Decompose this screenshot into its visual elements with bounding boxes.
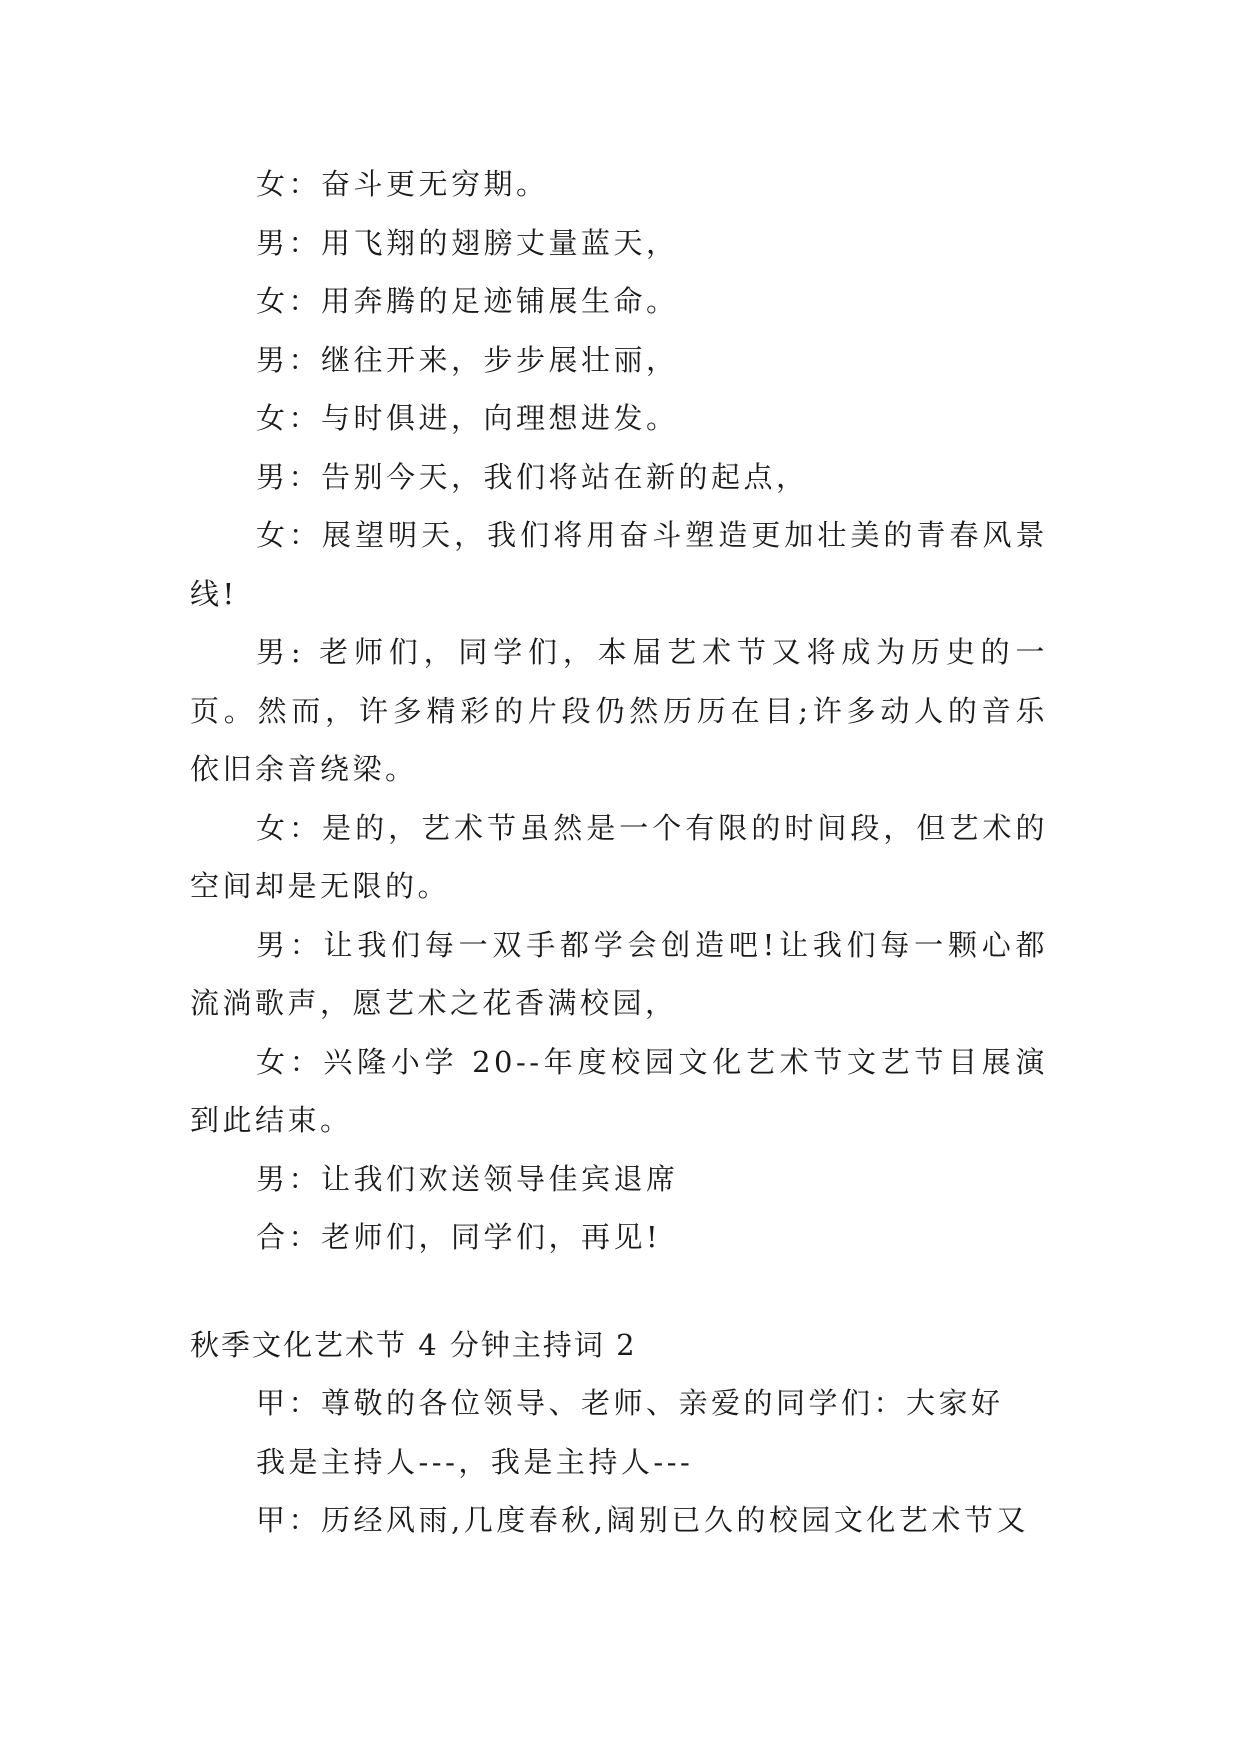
dialogue-line: 女：是的，艺术节虽然是一个有限的时间段，但艺术的空间却是无限的。	[190, 810, 1048, 903]
document-body	[190, 155, 1048, 1550]
dialogue-line: 男：用飞翔的翅膀丈量蓝天，	[256, 225, 679, 260]
dialogue-line: 女：用奔腾的足迹铺展生命。	[256, 284, 679, 318]
dialogue-line: 女：展望明天，我们将用奋斗塑造更加壮美的青春风景线!	[190, 518, 1048, 611]
dialogue-line: 女：兴隆小学 20--年度校园文化艺术节文艺节目展演到此结束。	[190, 1044, 1048, 1137]
dialogue-line: 甲：尊敬的各位领导、老师、亲爱的同学们：大家好	[256, 1386, 1004, 1420]
dialogue-line: 男: 老师们，同学们，本届艺术节又将成为历史的一页。然而，许多精彩的片段仍然历历在目;许多动人的音乐依旧余音绕梁。	[190, 635, 1048, 786]
section-title: 秋季文化艺术节 4 分钟主持词 2	[190, 1327, 637, 1362]
dialogue-line: 甲：历经风雨,几度春秋,阔别已久的校园文化艺术节又	[256, 1503, 1029, 1537]
dialogue-line: 我是主持人---，我是主持人---	[256, 1444, 694, 1479]
dialogue-line: 女：与时俱进，向理想进发。	[256, 401, 679, 435]
dialogue-line: 男：告别今天，我们将站在新的起点，	[256, 459, 809, 494]
dialogue-line: 男：让我们每一双手都学会创造吧!让我们每一颗心都流淌歌声，愿艺术之花香满校园，	[190, 927, 1048, 1020]
dialogue-line: 合：老师们，同学们，再见!	[256, 1220, 662, 1254]
dialogue-line: 男：让我们欢送领导佳宾退席	[256, 1161, 679, 1196]
dialogue-line: 女：奋斗更无穷期。	[256, 167, 549, 201]
dialogue-line: 男：继往开来，步步展壮丽，	[256, 342, 679, 377]
